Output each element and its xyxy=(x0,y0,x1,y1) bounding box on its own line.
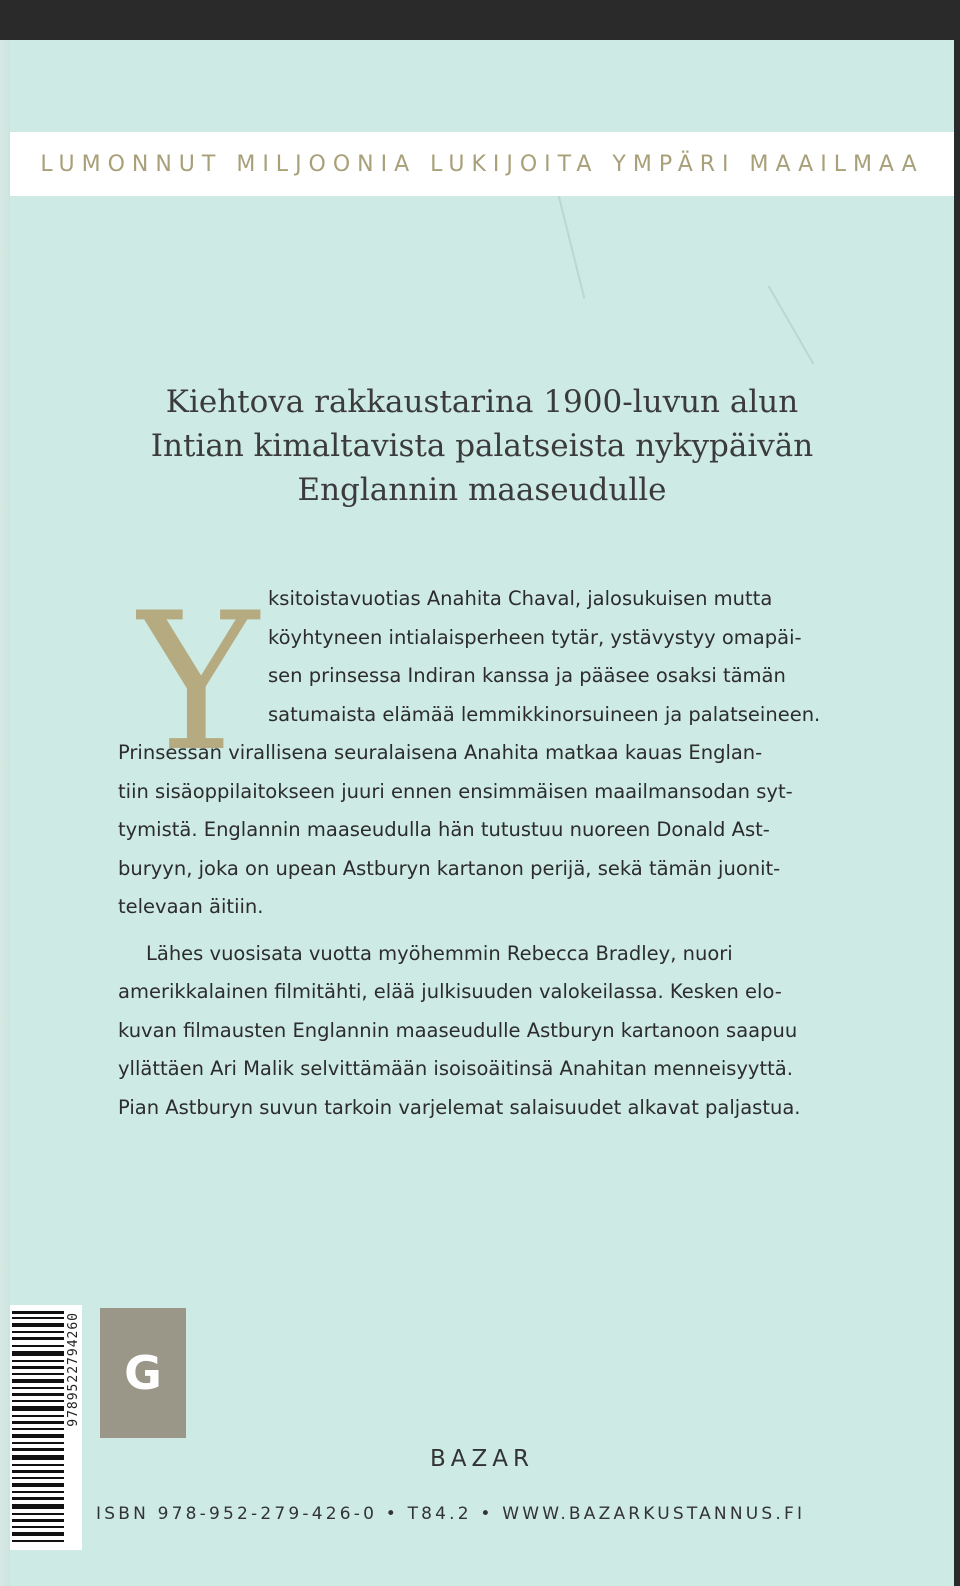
tagline-line: Intian kimaltavista palatseista nykypäivän xyxy=(150,428,814,464)
paragraph-2 xyxy=(118,935,846,1128)
paragraph-1-intro xyxy=(118,580,846,734)
top-banner xyxy=(10,132,954,196)
text-line: ksitoistavuotias Anahita Chaval, jalosukuisen mutta xyxy=(268,587,773,610)
text-line: Prinsessan virallisena seuralaisena Anahita matkaa kauas Englan- xyxy=(118,741,763,764)
paragraph-1-indented xyxy=(268,580,848,734)
text-line: tiin sisäoppilaitokseen juuri ennen ensimmäisen maailmansodan syt- xyxy=(118,779,793,803)
text-line: Lähes vuosisata vuotta myöhemmin Rebecca Bradley, nuori xyxy=(146,941,733,965)
text-line: yllättäen Ari Malik selvittämään isoisoäitinsä Anahitan menneisyyttä. xyxy=(118,1057,793,1080)
barcode-digits: 9789522794260 xyxy=(66,1312,81,1427)
text-line: köyhtyneen intialaisperheen tytär, ystävystyy omapäi- xyxy=(268,625,802,649)
text-line: televaan äitiin. xyxy=(118,895,264,918)
text-line: buryyn, joka on upean Astburyn kartanon perijä, sekä tämän juonit- xyxy=(118,856,781,880)
banner-text: LUMONNUT MILJOONIA LUKIJOITA YMPÄRI MAAILMAA xyxy=(40,151,924,177)
g-badge xyxy=(100,1308,186,1438)
text-line: satumaista elämää lemmikkinorsuineen ja palatseineen. xyxy=(268,702,821,726)
text-line: sen prinsessa Indiran kanssa ja pääsee osaksi tämän xyxy=(268,664,786,687)
book-back-cover xyxy=(10,40,954,1586)
text-line: kuvan filmausten Englannin maaseudulle Astburyn kartanoon saapuu xyxy=(118,1018,798,1042)
tagline xyxy=(70,380,894,512)
svg-text:Y: Y xyxy=(136,596,259,756)
publisher-logo: BAZAR xyxy=(430,1446,534,1472)
text-line: tymistä. Englannin maaseudulla hän tutustuu nuoreen Donald Ast- xyxy=(118,818,770,841)
tagline-line: Kiehtova rakkaustarina 1900-luvun alun xyxy=(165,384,799,420)
tagline-line: Englannin maaseudulle xyxy=(297,472,667,508)
badge-letter: G xyxy=(124,1346,162,1400)
scratch-mark xyxy=(768,286,815,365)
footer-info: ISBN 978-952-279-426-0 • T84.2 • WWW.BAZARKUSTANNUS.FI xyxy=(96,1504,806,1524)
scratch-mark xyxy=(557,191,586,298)
barcode-bars xyxy=(12,1307,64,1547)
paragraph-1-rest xyxy=(118,734,846,927)
description xyxy=(118,580,846,1127)
text-line: amerikkalainen filmitähti, elää julkisuuden valokeilassa. Kesken elo- xyxy=(118,980,782,1003)
cover-edge xyxy=(0,40,10,1586)
text-line: Pian Astburyn suvun tarkoin varjelemat salaisuudet alkavat paljastua. xyxy=(118,1095,801,1119)
